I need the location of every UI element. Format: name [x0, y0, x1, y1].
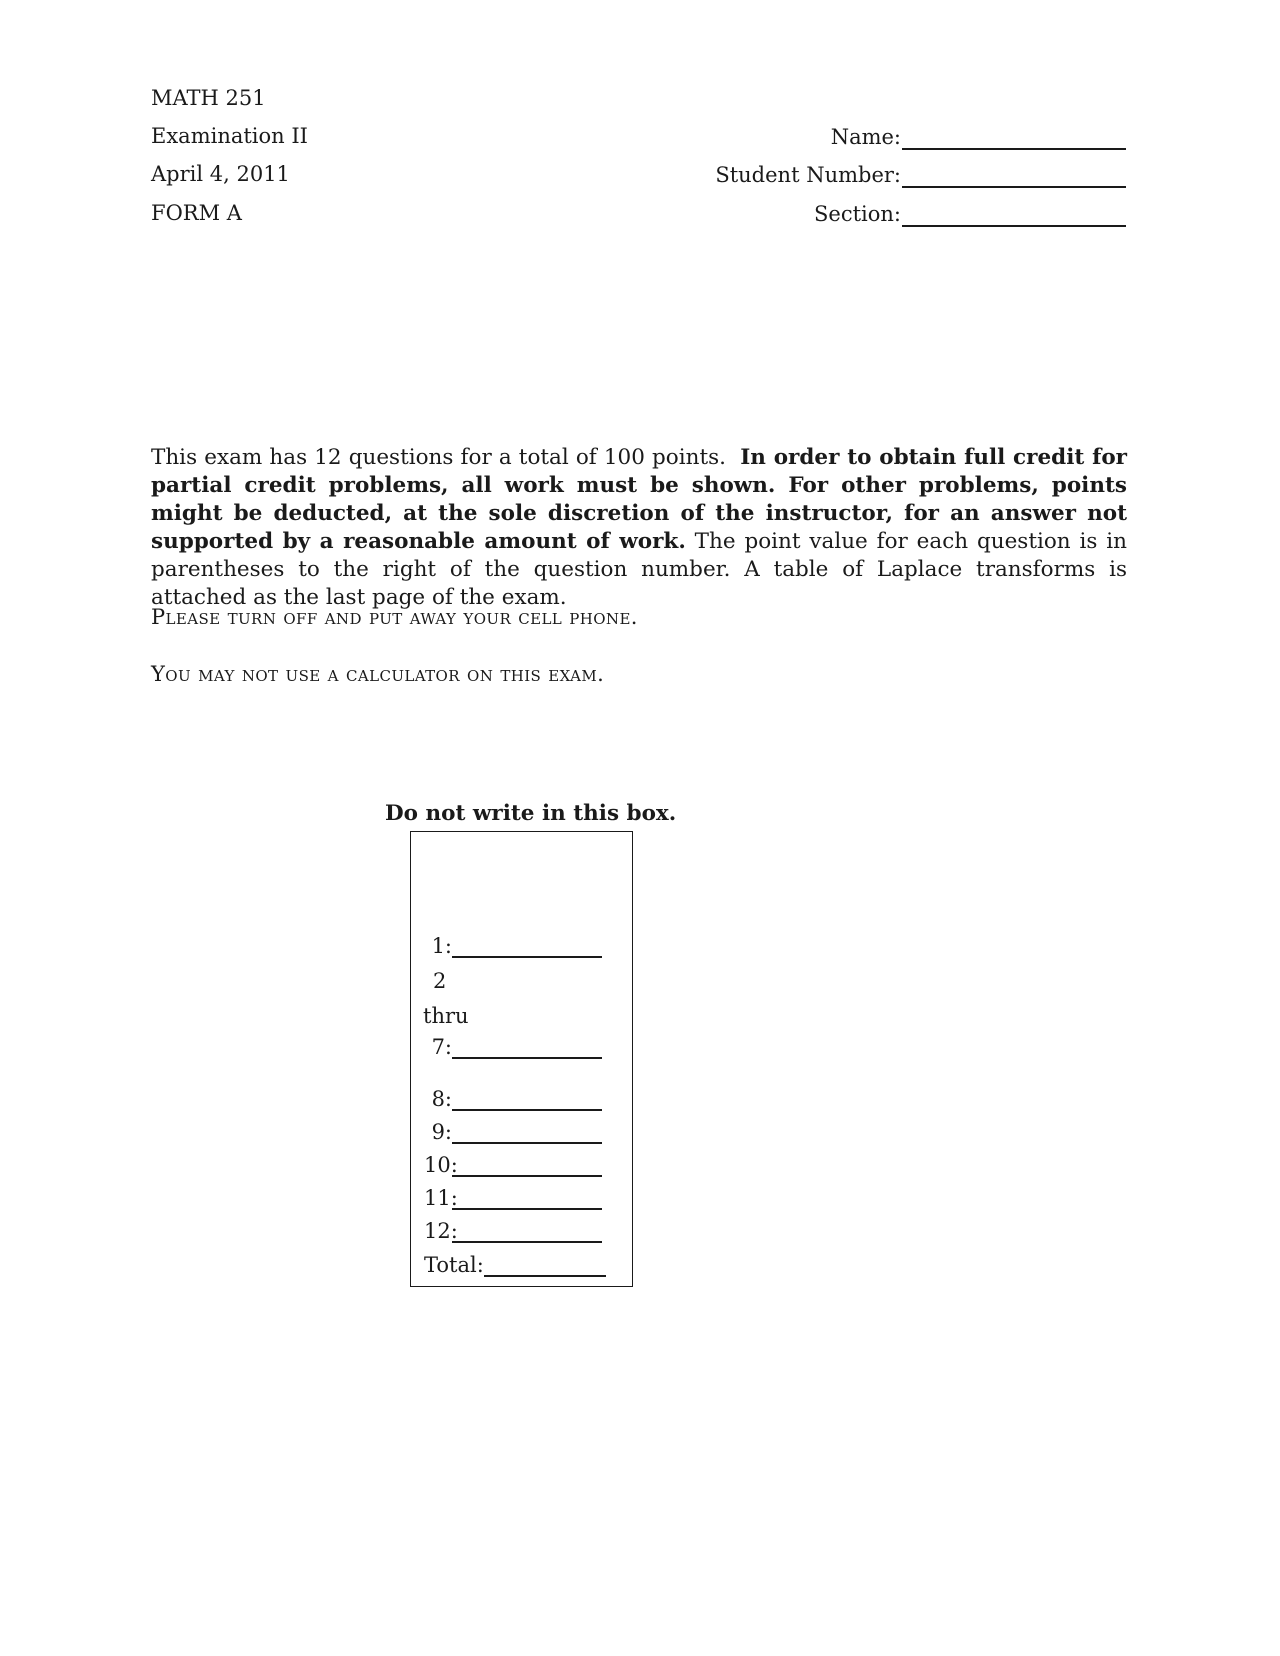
grade-label-12: 12: — [424, 1219, 458, 1243]
grade-row-11[interactable] — [424, 1186, 602, 1210]
grade-blank-11[interactable] — [452, 1208, 602, 1210]
grade-blank-12[interactable] — [452, 1241, 602, 1243]
instructions-rest: The point value for each question is in parentheses to the right of the question number. A table of Laplace transforms is attached as the last page of the exam. — [151, 529, 1127, 610]
section-label: Section: — [814, 202, 901, 226]
section-blank[interactable] — [902, 225, 1126, 227]
phone-notice: Please turn off and put away your cell phone. — [151, 605, 638, 629]
grade-blank-total[interactable] — [484, 1275, 606, 1277]
exam-title: Examination II — [151, 124, 308, 148]
grade-label-2: 2 — [433, 969, 447, 993]
student-number-field[interactable] — [715, 162, 1126, 188]
grade-row-9[interactable] — [424, 1120, 602, 1144]
grade-label-7: 7: — [431, 1035, 452, 1059]
grade-row-8[interactable] — [424, 1087, 602, 1111]
calculator-notice: You may not use a calculator on this exam. — [151, 662, 605, 686]
grade-blank-10[interactable] — [452, 1175, 602, 1177]
name-label: Name: — [830, 125, 901, 149]
grade-blank-2-7[interactable] — [452, 1057, 602, 1059]
grade-row-2-7[interactable] — [424, 1035, 602, 1059]
grade-blank-9[interactable] — [452, 1142, 602, 1144]
instructions-bold: In order to obtain full credit for partial credit problems, all work must be shown. For other problems, points might be deducted, at the sole discretion of the instructor, for an answer not supported by a reasonable amount of work. — [151, 445, 1127, 554]
student-number-label: Student Number: — [715, 163, 901, 187]
instructions-intro: This exam has 12 questions for a total of 100 points. — [151, 445, 726, 470]
grade-label-9: 9: — [431, 1120, 452, 1144]
exam-form: FORM A — [151, 201, 242, 225]
grade-blank-8[interactable] — [452, 1109, 602, 1111]
grade-label-11: 11: — [424, 1186, 458, 1210]
instructions-paragraph — [151, 444, 1127, 612]
grade-label-8: 8: — [431, 1087, 452, 1111]
grade-blank-1[interactable] — [452, 956, 602, 958]
grade-row-total[interactable] — [424, 1253, 606, 1277]
section-field[interactable] — [814, 201, 1126, 227]
grade-row-10[interactable] — [424, 1153, 602, 1177]
course-code: MATH 251 — [151, 86, 266, 110]
student-number-blank[interactable] — [902, 186, 1126, 188]
name-blank[interactable] — [902, 148, 1126, 150]
grade-label-thru: thru — [423, 1004, 469, 1028]
grade-row-12[interactable] — [424, 1219, 602, 1243]
grade-box-title: Do not write in this box. — [385, 801, 677, 826]
exam-date: April 4, 2011 — [151, 162, 290, 186]
grade-label-1: 1: — [431, 934, 452, 958]
grade-box — [410, 831, 633, 1287]
name-field[interactable] — [831, 124, 1126, 150]
grade-label-total: Total: — [424, 1253, 484, 1277]
grade-label-10: 10: — [424, 1153, 458, 1177]
grade-row-1[interactable] — [424, 934, 602, 958]
